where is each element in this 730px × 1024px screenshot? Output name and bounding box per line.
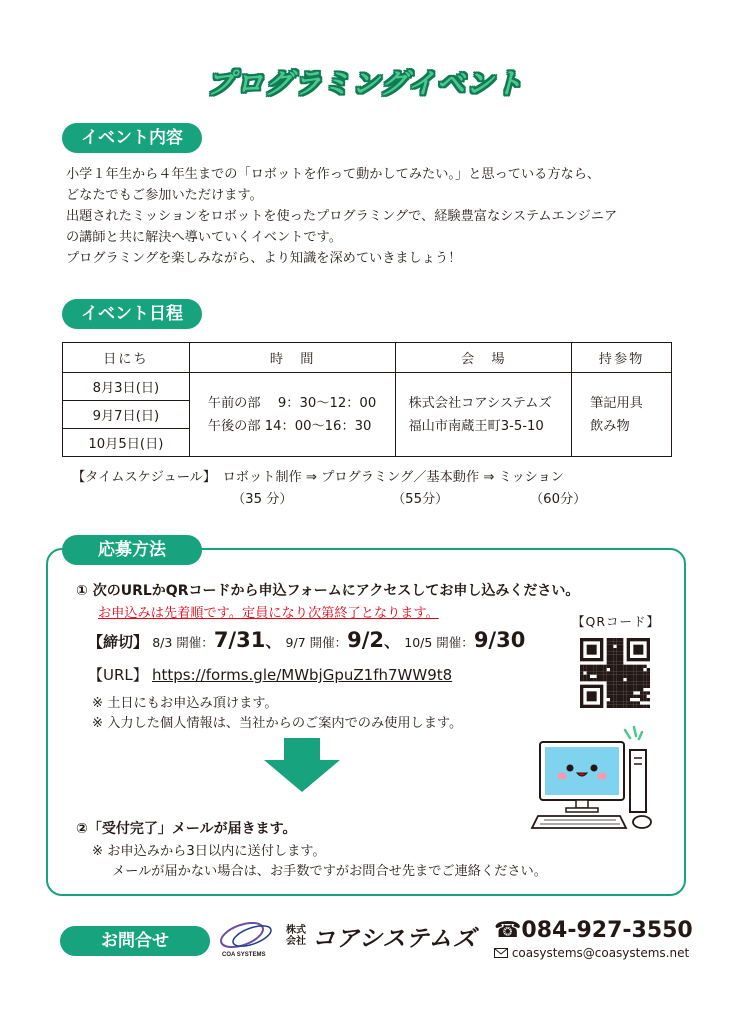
notice-text: お申込みは先着順です。定員になり次第終了となります。: [98, 606, 439, 621]
schedule-table: [62, 342, 672, 457]
deadline-event: 8/3 開催：: [152, 635, 214, 650]
deadline-date: 9/30: [473, 628, 526, 652]
email-address[interactable]: coasystems@coasystems.net: [511, 946, 690, 960]
deadline-separator: 、: [384, 632, 401, 651]
company-kabushiki: 株式会社: [286, 925, 306, 947]
step2-text: ②「受付完了」メールが届きます。: [76, 821, 297, 837]
deadline-label: 【締切】: [88, 633, 149, 651]
company-logo: [212, 920, 284, 960]
email-line: [494, 946, 689, 960]
section-event-content: イベント内容: [62, 123, 202, 153]
intro-text: [66, 164, 686, 269]
duration-mission: （60分）: [530, 492, 587, 507]
logo-text: COA SYSTEMS: [222, 952, 266, 958]
date-cell: 10月5日(日): [63, 429, 190, 457]
deadline-event: 9/7 開催：: [285, 635, 348, 650]
mail-icon: [494, 948, 508, 958]
qr-code-icon[interactable]: [580, 638, 650, 708]
table-header-row: [63, 343, 672, 373]
deadline-event: 10/5 開催：: [404, 635, 474, 650]
items-cell: [572, 373, 672, 457]
header-venue: 会 場: [396, 343, 572, 373]
item: 筆記用具: [590, 395, 643, 411]
url-line: [88, 664, 452, 685]
note-no-mail: メールが届かない場合は、お手数ですがお問合せ先までご連絡ください。: [112, 864, 547, 879]
note-privacy: ※ 入力した個人情報は、当社からのご案内でのみ使用します。: [92, 716, 463, 731]
application-url-link[interactable]: https://forms.gle/MWbjGpuZ1fh7WW9t8: [151, 666, 453, 684]
time-afternoon: 午後の部 14：00～16：30: [207, 418, 372, 434]
table-row: [63, 373, 672, 401]
note-send-timing: ※ お申込みから3日以内に送付します。: [92, 844, 326, 859]
section-contact: お問合せ: [60, 926, 210, 956]
intro-line: どなたでもご参加いただけます。: [66, 188, 263, 203]
computer-mascot-icon: [530, 724, 660, 834]
header-date: 日にち: [63, 343, 190, 373]
date-cell: 9月7日(日): [63, 401, 190, 429]
header-items: 持参物: [572, 343, 672, 373]
url-label: 【URL】: [88, 666, 148, 684]
time-schedule: [72, 467, 564, 488]
down-arrow-icon: [262, 738, 342, 792]
time-morning: 午前の部 9：30～12：00: [207, 395, 377, 411]
qr-label: 【QRコード】: [572, 614, 661, 629]
phone-number[interactable]: ☎084-927-3550: [494, 918, 693, 943]
intro-line: 出題されたミッションをロボットを使ったプログラミングで、経験豊富なシステムエンジニア: [66, 209, 618, 224]
note-weekend: ※ 土日にもお申込み頂けます。: [92, 696, 278, 711]
deadline-line: [88, 628, 525, 652]
item: 飲み物: [590, 418, 630, 434]
intro-line: の講師と共に解決へ導いていくイベントです。: [66, 230, 342, 245]
header-time: 時 間: [189, 343, 396, 373]
date-cell: 8月3日(日): [63, 373, 190, 401]
intro-line: 小学１年生から４年生までの「ロボットを作って動かしてみたい。」と思っている方なら、: [66, 167, 601, 182]
time-schedule-label: 【タイムスケジュール】: [72, 470, 210, 485]
time-schedule-flow: ロボット制作 ⇒ プログラミング／基本動作 ⇒ ミッション: [222, 470, 564, 485]
venue-cell: [396, 373, 572, 457]
duration-programming: （55分）: [392, 492, 449, 507]
deadline-separator: 、: [265, 632, 282, 651]
venue-name: 株式会社コアシステムズ: [408, 395, 552, 411]
duration-robot: （35 分）: [232, 492, 293, 507]
section-event-schedule: イベント日程: [62, 299, 202, 329]
time-cell: [189, 373, 396, 457]
company-name: コアシステムズ: [312, 926, 477, 952]
venue-address: 福山市南蔵王町3-5-10: [408, 418, 544, 434]
step1-text: ① 次のURLかQRコードから申込フォームにアクセスしてお申し込みください。: [76, 583, 580, 599]
section-apply: 応募方法: [62, 535, 202, 565]
page-title: プログラミングイベント: [206, 67, 524, 100]
intro-line: プログラミングを楽しみながら、より知識を深めていきましょう！: [66, 251, 462, 266]
deadline-date: 7/31: [213, 628, 266, 652]
deadline-date: 9/2: [347, 628, 385, 652]
